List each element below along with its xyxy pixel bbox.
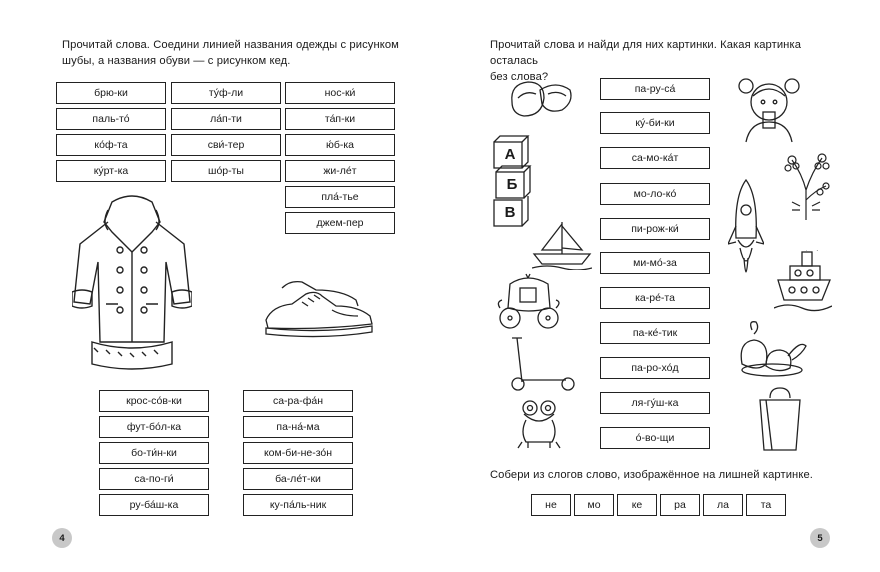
word-box[interactable]	[243, 390, 353, 412]
syllable-box[interactable]	[574, 494, 614, 516]
word-box[interactable]	[600, 183, 710, 205]
syllable-text: не	[545, 499, 557, 511]
word-text: са-мо-ка́т	[631, 152, 679, 164]
word-text: сви́-тер	[207, 139, 245, 151]
word-text: шо́р-ты	[208, 165, 244, 177]
word-text: паль-то́	[92, 113, 130, 125]
word-box[interactable]	[243, 442, 353, 464]
word-text: па-ру-са́	[634, 83, 676, 95]
word-box[interactable]	[171, 82, 281, 104]
sailboat-illustration	[532, 218, 592, 270]
left-instruction-line1: Прочитай слова. Соедини линией названия одежды с рисунком	[62, 39, 399, 51]
word-text: джем-пер	[316, 217, 364, 229]
word-box[interactable]	[600, 287, 710, 309]
word-box[interactable]	[600, 357, 710, 379]
word-text: мо-ло-ко́	[633, 188, 677, 200]
left-instruction	[62, 37, 402, 69]
word-text: са-по-ги́	[134, 473, 174, 485]
syllable-text: ла	[717, 499, 729, 511]
word-text: ля-гу́ш-ка	[631, 397, 679, 409]
word-box[interactable]	[600, 147, 710, 169]
word-text: ку-па́ль-ник	[269, 499, 327, 511]
word-text: ю́б-ка	[325, 139, 355, 151]
word-text: ко́ф-та	[94, 139, 128, 151]
cube-letter: Б	[506, 176, 518, 193]
word-text: па-ке́-тик	[632, 327, 678, 339]
word-text: крос-со́в-ки	[126, 395, 182, 407]
word-box[interactable]	[243, 416, 353, 438]
word-box[interactable]	[600, 392, 710, 414]
right-instruction-line2: без слова?	[490, 71, 549, 83]
word-text: ми-мо́-за	[633, 257, 677, 269]
word-box[interactable]	[99, 416, 209, 438]
word-box[interactable]	[56, 134, 166, 156]
word-text: нос-ки́	[324, 87, 356, 99]
syllable-text: та	[760, 499, 772, 511]
syllable-box[interactable]	[746, 494, 786, 516]
scooter-illustration	[504, 336, 576, 392]
word-box[interactable]	[99, 442, 209, 464]
word-text: па-на́-ма	[276, 421, 320, 433]
word-box[interactable]	[285, 212, 395, 234]
task2-instruction: Собери из слогов слово, изображённое на лишней картинке.	[490, 469, 813, 481]
word-text: са-ра-фа́н	[272, 395, 324, 407]
syllable-box[interactable]	[703, 494, 743, 516]
word-box[interactable]	[285, 186, 395, 208]
frog-illustration	[516, 398, 562, 450]
syllable-text: ра	[674, 499, 686, 511]
word-text: пла́-тье	[321, 191, 359, 203]
word-text: ком-би-не-зо́н	[263, 447, 333, 459]
word-box[interactable]	[56, 108, 166, 130]
word-box[interactable]	[171, 108, 281, 130]
word-box[interactable]	[285, 160, 395, 182]
word-box[interactable]	[600, 78, 710, 100]
page-number: 5	[810, 528, 830, 548]
word-text: ка-ре́-та	[635, 292, 675, 304]
sneakers-illustration	[262, 280, 378, 344]
right-instruction-line1: Прочитай слова и найди для них картинки. Какая картинка осталась	[490, 39, 802, 67]
word-text: фут-бо́л-ка	[126, 421, 182, 433]
word-box[interactable]	[243, 494, 353, 516]
word-text: ла́п-ти	[210, 113, 242, 125]
word-box[interactable]	[285, 108, 395, 130]
page-number: 4	[52, 528, 72, 548]
word-box[interactable]	[600, 427, 710, 449]
word-box[interactable]	[600, 252, 710, 274]
word-box[interactable]	[600, 112, 710, 134]
word-box[interactable]	[285, 134, 395, 156]
word-box[interactable]	[99, 494, 209, 516]
word-box[interactable]	[171, 160, 281, 182]
word-text: па-ро-хо́д	[631, 362, 679, 374]
bag-illustration	[756, 386, 804, 452]
word-text: жи-ле́т	[323, 165, 357, 177]
cube-letter: А	[504, 146, 516, 163]
steamboat-illustration	[774, 250, 832, 314]
word-text: ру-ба́ш-ка	[129, 499, 179, 511]
rocket-illustration	[728, 178, 764, 290]
word-text: бо-ти́н-ки	[131, 447, 177, 459]
syllable-box[interactable]	[531, 494, 571, 516]
word-text: ку́рт-ка	[93, 165, 129, 177]
syllable-box[interactable]	[617, 494, 657, 516]
word-text: брю-ки	[94, 87, 128, 99]
word-box[interactable]	[600, 322, 710, 344]
word-box[interactable]	[99, 468, 209, 490]
syllable-text: ке	[631, 499, 643, 511]
mimosa-illustration	[780, 150, 832, 222]
word-text: ку́-би-ки	[635, 117, 675, 129]
cubes-illustration	[488, 134, 534, 228]
word-box[interactable]	[171, 134, 281, 156]
cube-letter: В	[504, 204, 516, 221]
word-text: о́-во-щи	[635, 432, 675, 444]
carriage-illustration	[496, 272, 562, 332]
word-box[interactable]	[285, 82, 395, 104]
word-box[interactable]	[600, 218, 710, 240]
word-text: пи-рож-ки́	[631, 223, 679, 235]
word-text: ту́ф-ли	[208, 87, 244, 99]
left-instruction-line2: шубы, а названия обуви — с рисунком кед.	[62, 55, 291, 67]
right-page	[440, 0, 880, 572]
vegetables-illustration	[736, 320, 808, 378]
coat-illustration	[72, 192, 192, 378]
syllable-box[interactable]	[660, 494, 700, 516]
word-text: ба-ле́т-ки	[275, 473, 321, 485]
word-box[interactable]	[99, 390, 209, 412]
word-text: та́п-ки	[324, 113, 356, 125]
word-box[interactable]	[56, 160, 166, 182]
word-box[interactable]	[56, 82, 166, 104]
syllable-text: мо	[587, 499, 601, 511]
pies-illustration	[506, 76, 576, 122]
word-box[interactable]	[243, 468, 353, 490]
girl-drinking-illustration	[736, 76, 802, 144]
